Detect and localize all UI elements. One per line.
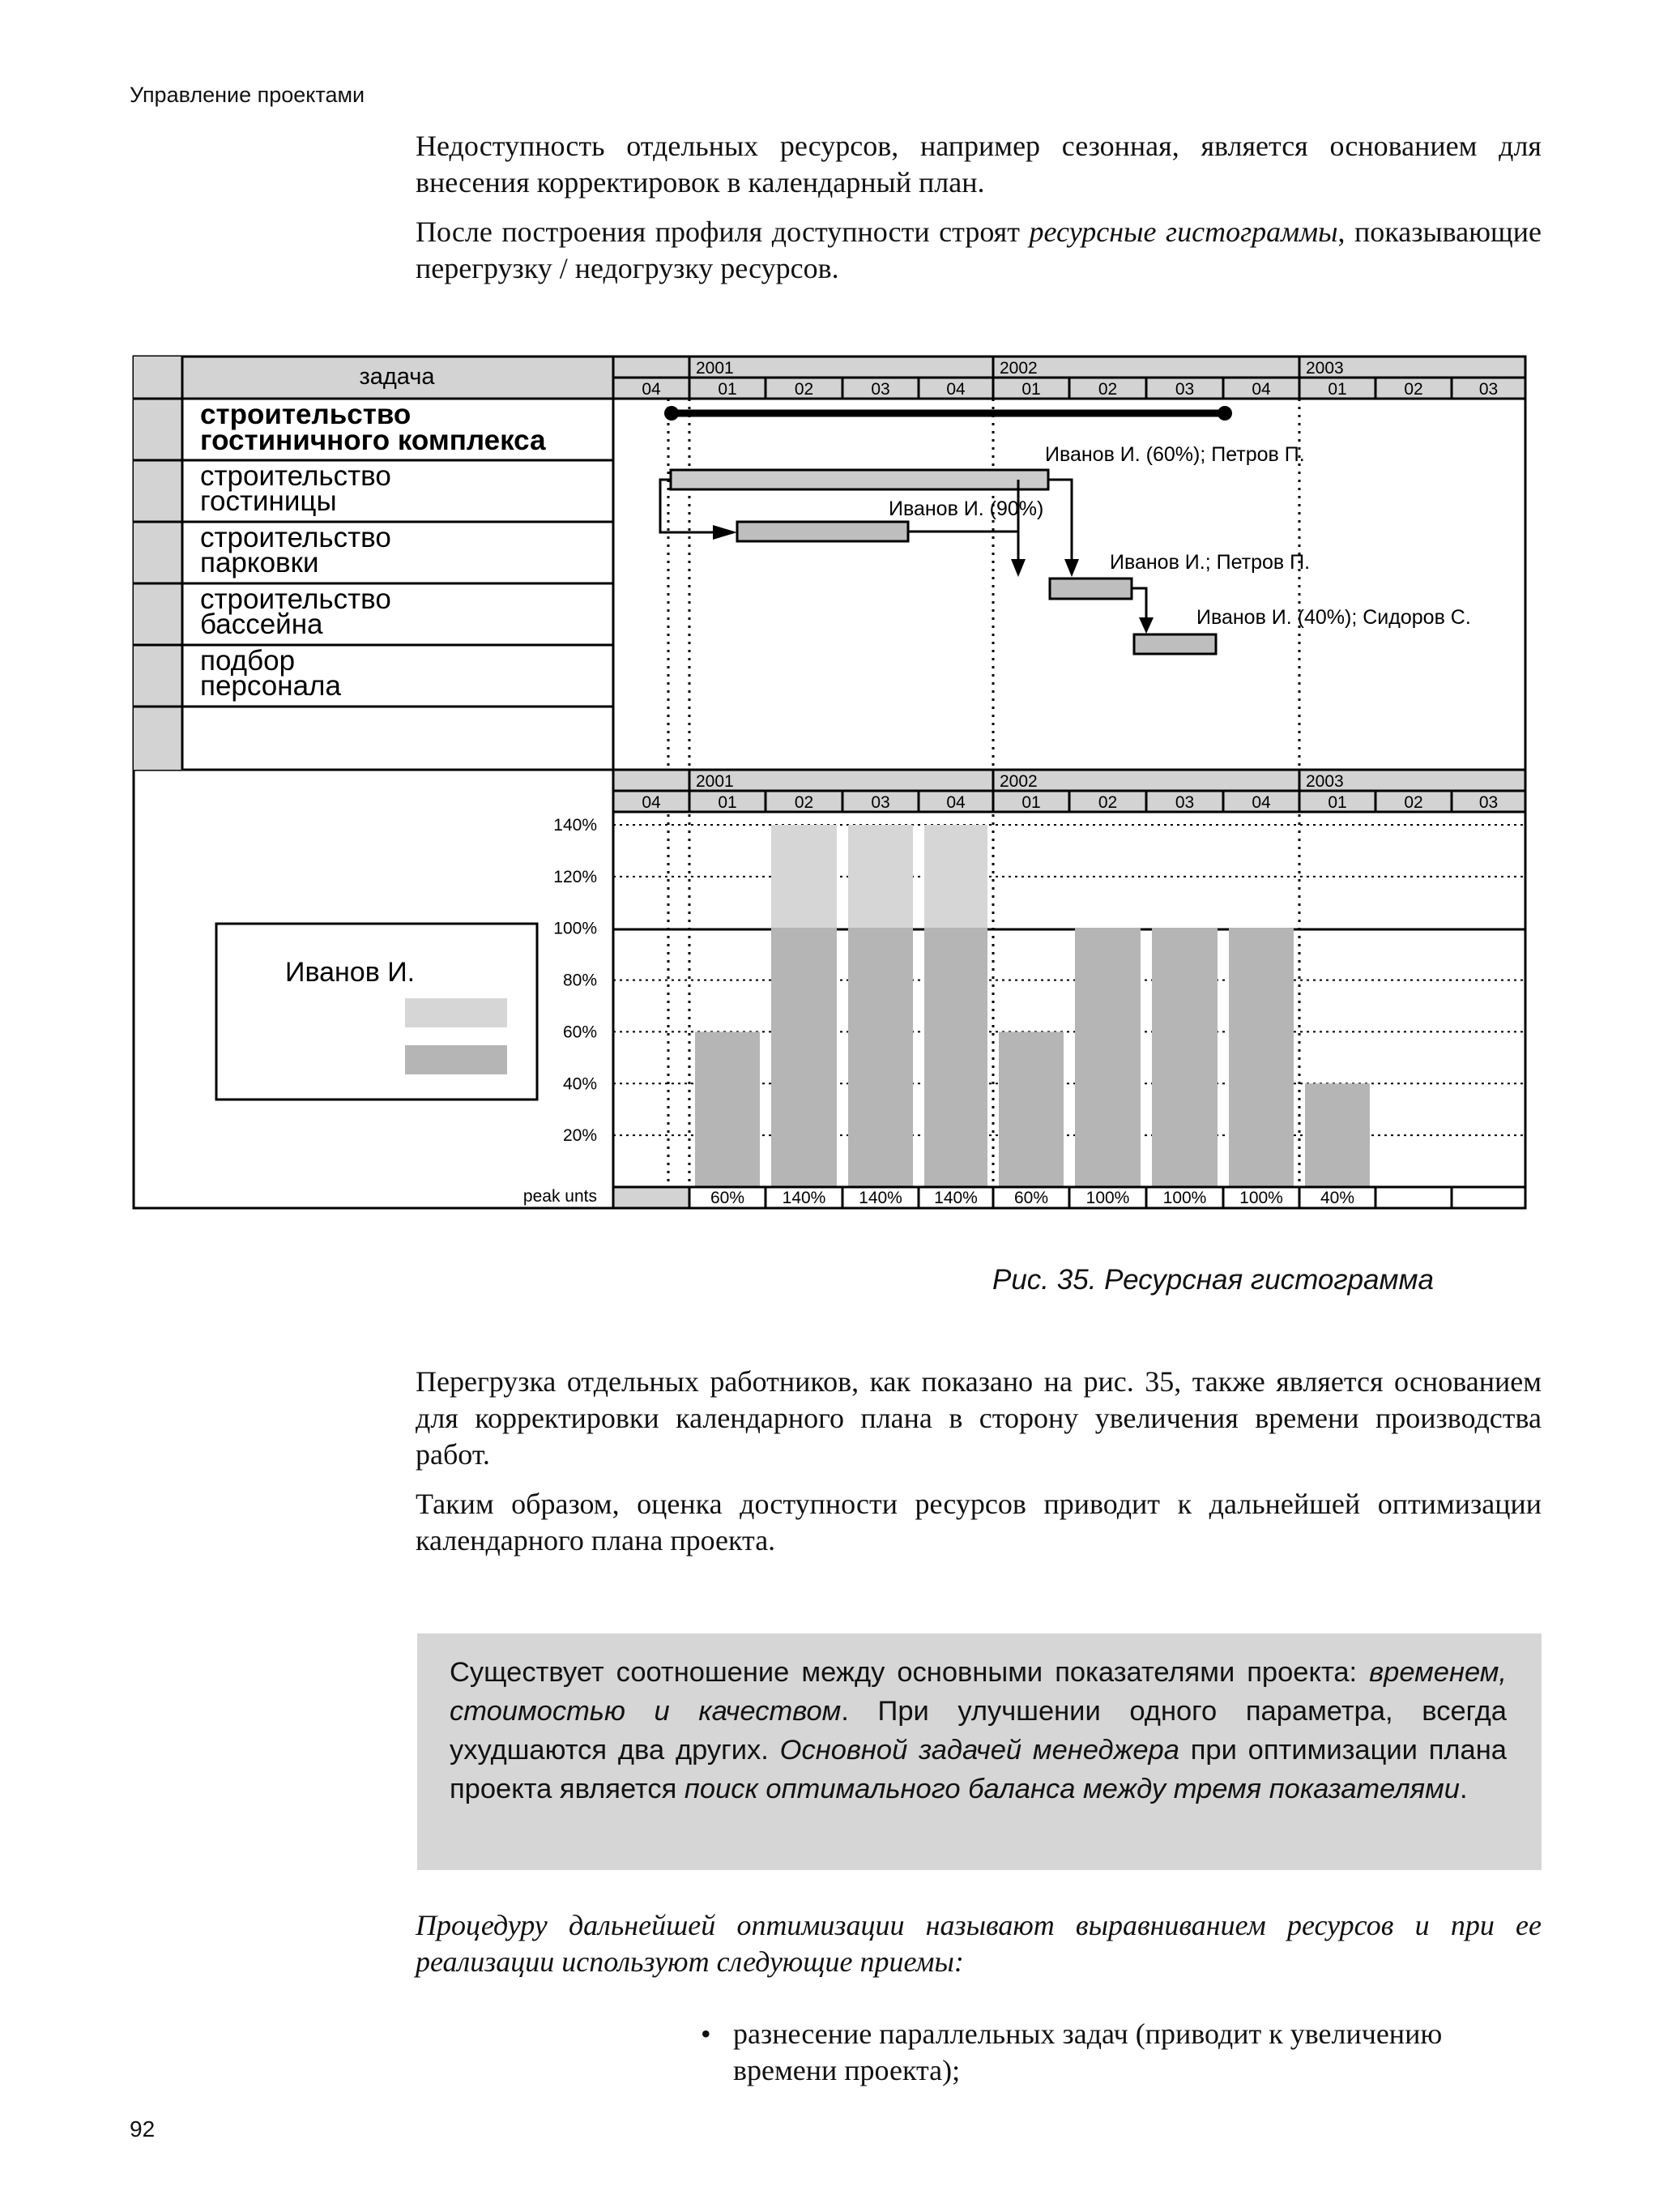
quarter-label: 04 <box>1252 793 1271 812</box>
year-label: 2003 <box>1306 359 1344 378</box>
peak-value: 100% <box>1162 1189 1207 1207</box>
year-label: 2002 <box>1000 359 1038 378</box>
quarter-label: 01 <box>718 380 737 399</box>
procedure-text: Процедуру дальнейшей оптимизации называют выравниванием ресурсов и при ее реализации используют следующие приемы: <box>416 1909 1542 1978</box>
task-name: гостиницы <box>200 485 337 517</box>
peak-value: 60% <box>1013 1189 1049 1207</box>
task-bar <box>737 522 908 541</box>
quarter-label: 01 <box>1328 793 1347 812</box>
quarter-label: 02 <box>1404 380 1423 399</box>
year-label: 2003 <box>1306 772 1344 791</box>
quarter-label: 01 <box>1021 793 1041 812</box>
legend-swatch-normal <box>405 1045 507 1074</box>
task-name: персонала <box>200 670 341 702</box>
task-name: строительство <box>200 583 391 615</box>
task-name: парковки <box>200 547 319 579</box>
timeline-header-bottom <box>613 770 1525 812</box>
bar-overload <box>848 825 913 929</box>
task-name: гостиничного комплекса <box>200 425 546 456</box>
gantt-bars <box>660 406 1471 654</box>
quarter-label: 04 <box>642 793 661 812</box>
y-tick-label: 20% <box>562 1126 597 1146</box>
y-tick-label: 100% <box>553 919 597 938</box>
running-header: Управление проектами <box>130 83 365 107</box>
legend-resource-name: Иванов И. <box>285 957 416 988</box>
quarter-label: 03 <box>871 793 890 812</box>
bar <box>1152 929 1218 1187</box>
histogram <box>216 816 1525 1208</box>
figure-caption: Рис. 35. Ресурсная гистограмма <box>992 1264 1434 1296</box>
legend-swatch-overload <box>405 998 507 1027</box>
y-tick-label: 60% <box>562 1023 597 1042</box>
bar <box>1229 929 1294 1187</box>
bar <box>771 929 837 1187</box>
page-number: 92 <box>130 2116 156 2142</box>
peak-value: 140% <box>934 1189 978 1207</box>
callout-text: Существует соотношение между основными показателями проекта: временем, стоимостью и качеством. При улучшении одного параметра, всегда ухудшаются два других. Основной задачей менеджера при оптимизации плана проекта является поиск оптимального баланса между тремя показателями. <box>450 1657 1507 1804</box>
quarter-label: 04 <box>1252 380 1271 399</box>
task-table <box>134 357 613 770</box>
resource-label: Иванов И. (90%) <box>889 497 1044 520</box>
y-tick-label: 80% <box>562 971 597 990</box>
year-label: 2001 <box>696 359 734 378</box>
y-tick-label: 140% <box>553 816 597 835</box>
year-label: 2001 <box>696 772 734 791</box>
quarter-label: 03 <box>1175 380 1195 399</box>
task-column-header: задача <box>359 364 435 390</box>
task-name: бассейна <box>200 609 323 640</box>
peak-value: 60% <box>710 1189 745 1207</box>
quarter-label: 01 <box>718 793 737 812</box>
timeline-header-top <box>613 357 1525 399</box>
quarter-label: 03 <box>871 380 890 399</box>
bar-overload <box>771 825 837 929</box>
peak-row-label: peak unts <box>522 1187 597 1206</box>
resource-label: Иванов И. (40%); Сидоров С. <box>1196 606 1471 629</box>
quarter-label: 04 <box>946 793 966 812</box>
paragraph: Недоступность отдельных ресурсов, например сезонная, является основанием для внесения корректировок в календарный план. <box>416 130 1542 199</box>
bar <box>1075 929 1141 1187</box>
callout-box <box>417 1633 1542 1870</box>
peak-value: 40% <box>1320 1189 1355 1207</box>
bar <box>695 1031 760 1187</box>
resource-label: Иванов И.; Петров П. <box>1110 551 1311 574</box>
bar <box>848 929 913 1187</box>
quarter-label: 02 <box>794 793 814 812</box>
year-label: 2002 <box>1000 772 1038 791</box>
paragraph: Перегрузка отдельных работников, как показано на рис. 35, также является основанием для корректировки календарного плана в сторону увеличения времени производства работ. <box>416 1365 1542 1471</box>
quarter-label: 02 <box>1098 793 1118 812</box>
bar-overload <box>924 825 987 929</box>
quarter-label: 03 <box>1478 380 1499 399</box>
bullet-icon: • <box>701 2018 711 2050</box>
body-text <box>416 1364 1542 1572</box>
task-bar <box>671 470 1048 489</box>
quarter-label: 04 <box>946 380 966 399</box>
quarter-label: 02 <box>794 380 814 399</box>
peak-value: 140% <box>859 1189 902 1207</box>
peak-value: 100% <box>1239 1189 1283 1207</box>
quarter-label: 03 <box>1175 793 1195 812</box>
peak-value: 100% <box>1085 1189 1130 1207</box>
task-bar <box>1134 634 1216 654</box>
task-name: строительство <box>200 460 391 492</box>
quarter-label: 03 <box>1478 793 1499 812</box>
bullet-text: разнесение параллельных задач (приводит к увеличению времени проекта); <box>733 2018 1443 2086</box>
bar <box>1305 1083 1370 1187</box>
quarter-label: 02 <box>1098 380 1118 399</box>
y-tick-label: 120% <box>553 867 597 886</box>
paragraph: Таким образом, оценка доступности ресурсов приводит к дальнейшей оптимизации календарного плана проекта. <box>416 1488 1542 1557</box>
quarter-label: 02 <box>1404 793 1423 812</box>
y-tick-label: 40% <box>562 1074 597 1094</box>
quarter-label: 04 <box>642 380 661 399</box>
bar <box>999 1031 1064 1187</box>
resource-label: Иванов И. (60%); Петров П. <box>1045 443 1305 466</box>
paragraph: После построения профиля доступности строят ресурсные гистограммы, показывающие перегрузку / недогрузку ресурсов. <box>416 216 1542 284</box>
peak-value: 140% <box>782 1189 826 1207</box>
task-bar <box>1050 579 1132 599</box>
task-name: строительство <box>200 399 412 430</box>
quarter-label: 01 <box>1328 380 1347 399</box>
bar <box>924 929 987 1187</box>
task-name: подбор <box>200 645 296 677</box>
task-name: строительство <box>200 522 391 553</box>
quarter-label: 01 <box>1021 380 1041 399</box>
